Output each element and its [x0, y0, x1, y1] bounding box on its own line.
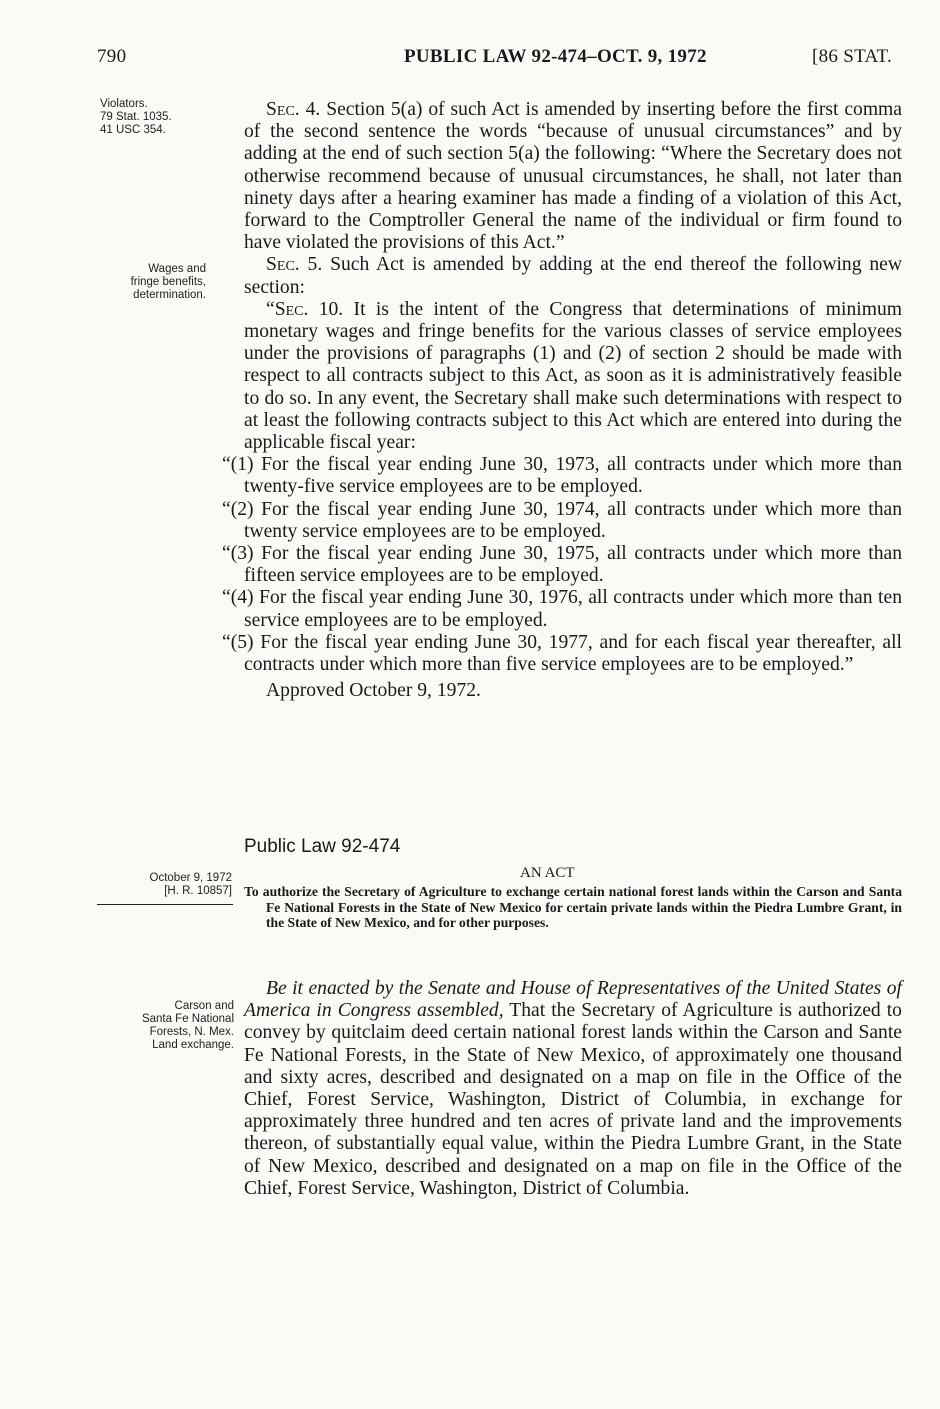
enacting-clause [244, 978, 902, 1200]
an-act-heading: AN ACT [520, 865, 575, 881]
enacting-paragraph [244, 978, 902, 1200]
section-5 [244, 254, 902, 298]
margin-note-violators: Violators. 79 Stat. 1035. 41 USC 354. [100, 98, 172, 136]
section-5-text: Such Act is amended by adding at the end thereof the following new section: [244, 254, 902, 298]
statute-reference: [86 STAT. [812, 46, 892, 67]
page-number: 790 [97, 46, 127, 67]
section-4-label: Sec. 4. [266, 99, 321, 120]
section-4 [244, 99, 902, 254]
section-10-label: “Sec. 10. [266, 298, 344, 320]
act-title-text: To authorize the Secretary of Agriculture to exchange certain national forest lands within the Carson and Santa Fe National Forests in the State of New Mexico for certain private lands within the Piedra Lumbre Grant, in the State of New Mexico, and for other purposes. [244, 884, 902, 931]
divider [97, 904, 233, 905]
margin-note-date-bill: October 9, 1972 [H. R. 10857] [149, 872, 232, 897]
list-item: “(4) For the fiscal year ending June 30, 1976, all contracts under which more than ten service employees are to be employed. [222, 587, 902, 631]
list-item: “(5) For the fiscal year ending June 30, 1977, and for each fiscal year thereafter, all contracts under which more than five service employees are to be employed.” [222, 631, 902, 676]
section-4-5-body [222, 99, 902, 702]
list-item: “(3) For the fiscal year ending June 30, 1975, all contracts under which more than fifteen service employees are to be employed. [222, 543, 902, 587]
page-header [0, 46, 940, 76]
public-law-heading: Public Law 92-474 [244, 836, 401, 857]
margin-note-wages: Wages and fringe benefits, determination. [130, 263, 206, 301]
enacting-formula: Be it enacted by the Senate and House of Representatives of the United States of America in Congress assembled, [244, 978, 902, 1022]
margin-note-carson: Carson and Santa Fe National Forests, N. Mex. Land exchange. [141, 1000, 234, 1051]
section-4-text: Section 5(a) of such Act is amended by inserting before the first comma of the second sentence the words “because of unusual circumstances” and by adding at the end of such section 5(a) the following: “Where the Secretary does not otherwise recommend because of unusual circumstances, he shall, not later than ninety days after a hearing examiner has made a finding of a violation of this Act, forward to the Comptroller General the name of the individual or firm found to have violated the provisions of this Act.” [244, 99, 902, 254]
approved-date: Approved October 9, 1972. [266, 680, 481, 702]
running-title: PUBLIC LAW 92-474–OCT. 9, 1972 [404, 46, 707, 67]
enacting-text: That the Secretary of Agriculture is authorized to convey by quitclaim deed certain national forest lands within the Carson and Sante Fe National Forests, in the State of New Mexico, of approximately one thousand and sixty acres, described and designated on a map on file in the Office of the Chief, Forest Service, Washington, District of Columbia, in exchange for approximately three hundred and ten acres of private land and the improvements thereon, of substantially equal value, within the Piedra Lumbre Grant, in the State of New Mexico, described and designated on a map on file in the Office of the Chief, Forest Service, Washington, District of Columbia. [244, 1000, 902, 1199]
list-item: “(2) For the fiscal year ending June 30, 1974, all contracts under which more than twenty service employees are to be employed. [222, 498, 902, 542]
section-5-label: Sec. 5. [266, 254, 323, 276]
section-10-text: It is the intent of the Congress that determinations of minimum monetary wages and fringe benefits for the various classes of service employees under the provisions of paragraphs (1) and (2) of section 2 should be made with respect to all contracts subject to this Act, as soon as it is administratively feasible to do so. In any event, the Secretary shall make such determinations with respect to at least the following contracts subject to this Act which are entered into during the applicable fiscal year: [244, 298, 902, 454]
list-item: “(1) For the fiscal year ending June 30, 1973, all contracts under which more than twenty-five service employees are to be employed. [222, 454, 902, 498]
section-10 [244, 299, 902, 454]
act-title [244, 884, 902, 931]
